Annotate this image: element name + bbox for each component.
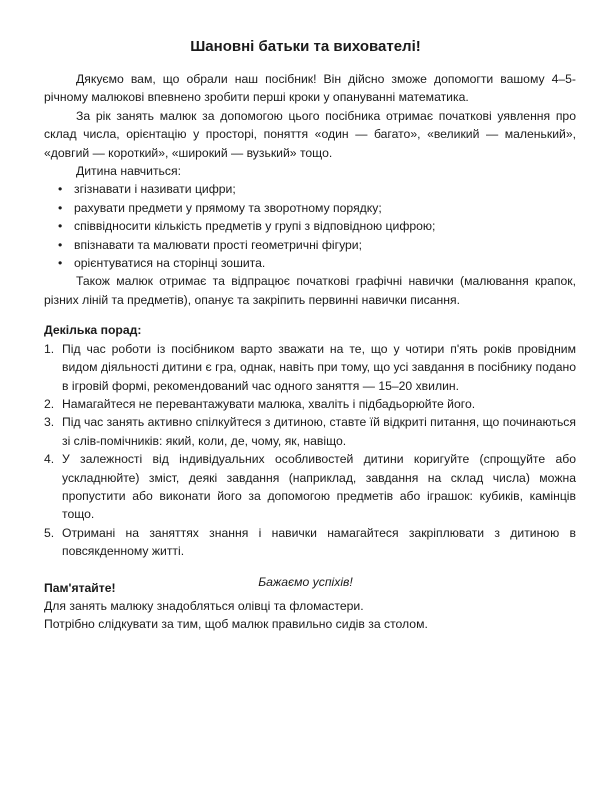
skills-list — [44, 180, 576, 272]
tip-text: Намагайтеся не перевантажувати малюка, хваліть і підбадьорюйте його. — [62, 396, 476, 411]
list-item — [58, 180, 576, 198]
list-item-text: орієнтуватися на сторінці зошита. — [74, 256, 266, 271]
skills-lead: Дитина навчиться: — [76, 164, 181, 179]
closing-wish: Бажаємо успіхів! — [258, 575, 353, 589]
tip-item — [44, 340, 576, 395]
tip-item — [44, 450, 576, 524]
document-body — [44, 70, 576, 634]
list-item — [58, 254, 576, 272]
remember-line: Потрібно слідкувати за тим, щоб малюк правильно сидів за столом. — [44, 617, 428, 632]
intro-paragraph: Дякуємо вам, що обрали наш посібник! Він дійсно зможе допомогти вашому 4–5-річному малюкові впевнено зробити перші кроки у опануванні математика. — [44, 72, 576, 105]
tip-text: Отримані на заняттях знання і навички намагайтеся закріплювати з дитиною в повсякденному житті. — [62, 525, 576, 559]
list-item-text: рахувати предмети у прямому та зворотному порядку; — [74, 200, 382, 215]
page-title: Шановні батьки та вихователі! — [190, 38, 421, 55]
tip-text: Під час роботи із посібником варто зважати на те, що у чотири п'ять років провідним видом діяльності дитини є гра, однак, навіть при тому, що усі завдання в посібнику подано в ігровій формі, рекомендований час одного заняття — 15–20 хвилин. — [62, 341, 576, 393]
tip-number: 4. — [44, 452, 55, 467]
tips-list — [44, 340, 576, 561]
list-item-text: впізнавати та малювати прості геометричні фігури; — [74, 237, 363, 252]
tip-number: 3. — [44, 415, 55, 430]
list-item — [58, 199, 576, 217]
remember-line: Для занять малюку знадобляться олівці та фломастери. — [44, 598, 364, 613]
list-item — [58, 236, 576, 254]
list-item — [58, 217, 576, 235]
tip-item — [44, 395, 576, 413]
intro-paragraph: За рік занять малюк за допомогою цього посібника отримає початкові уявлення про склад числа, орієнтацію у просторі, поняття «один — багато», «великий — маленький», «довгий — короткий», «широкий — вузький» тощо. — [44, 108, 576, 160]
tip-text: Під час занять активно спілкуйтеся з дитиною, ставте їй відкриті питання, що починаються зі слів-помічників: який, коли, де, чому, як, навіщо. — [62, 415, 576, 448]
remember-heading: Пам'ятайте! — [44, 580, 116, 595]
tip-number: 2. — [44, 396, 55, 411]
tip-number: 1. — [44, 341, 55, 356]
tip-number: 5. — [44, 525, 55, 540]
list-item-text: співвідносити кількість предметів у групі з відповідною цифрою; — [74, 219, 436, 234]
list-item-text: згізнавати і називати цифри; — [74, 182, 236, 197]
bullet-icon: • — [58, 200, 63, 215]
bullet-icon: • — [58, 182, 63, 197]
skills-after-paragraph: Також малюк отримає та відпрацює початкові графічні навички (малювання крапок, різних ліній та предметів), опанує та закріпить первинні навички писання. — [44, 274, 576, 307]
bullet-icon: • — [58, 219, 63, 234]
tip-item — [44, 413, 576, 450]
tips-heading: Декілька порад: — [44, 323, 142, 338]
tip-item — [44, 524, 576, 561]
tip-text: У залежності від індивідуальних особливостей дитини коригуйте (спрощуйте або ускладнюйте) зміст, деякі завдання (наприклад, завдання на склад числа) можна пропустити або виконати його за допомогою предметів або іграшок: кубиків, камінців тощо. — [62, 452, 576, 522]
bullet-icon: • — [58, 237, 63, 252]
bullet-icon: • — [58, 256, 63, 271]
